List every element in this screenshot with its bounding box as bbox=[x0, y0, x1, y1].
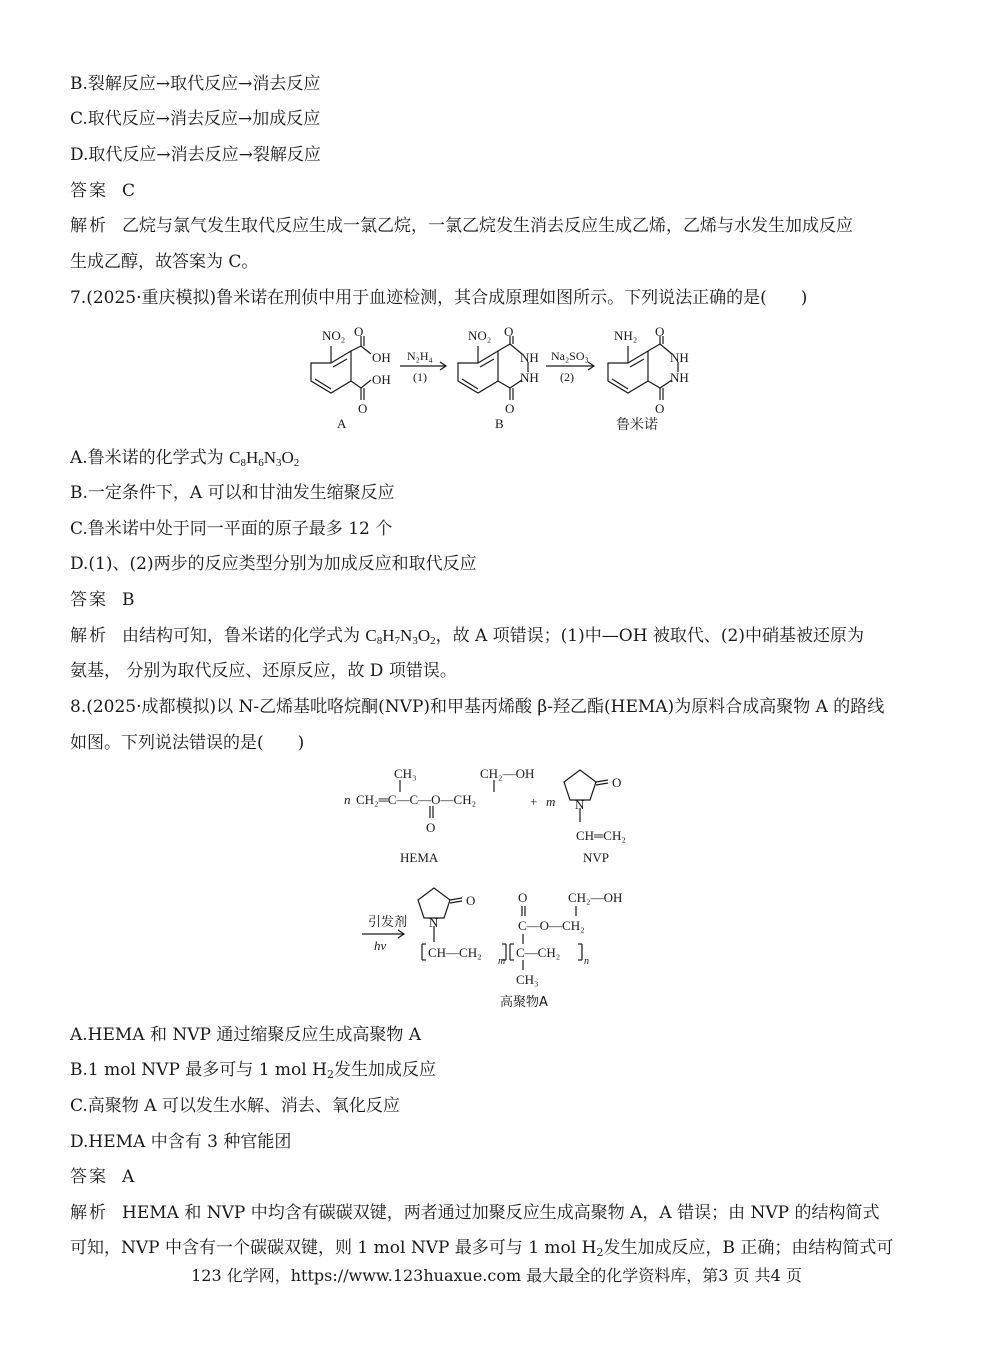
carbonyl-o: O bbox=[354, 324, 364, 339]
carbonyl-o: O bbox=[358, 401, 368, 416]
compound-b-label: B bbox=[495, 416, 504, 431]
carbonyl-o: O bbox=[504, 324, 514, 339]
carbonyl-o: O bbox=[466, 893, 476, 908]
subscript-m: m bbox=[498, 956, 506, 967]
analysis-label: 解析 bbox=[70, 1203, 108, 1223]
hema-label: HEMA bbox=[400, 850, 439, 865]
carbonyl-o: O bbox=[426, 820, 436, 835]
coefficient-m: m bbox=[546, 794, 556, 809]
carbonyl-o: O bbox=[518, 890, 528, 905]
polymer-chain-hema: C—CH₂ bbox=[516, 945, 561, 960]
vinyl-group-label: CH═CH₂ bbox=[576, 828, 626, 843]
luminol-synthesis-figure bbox=[300, 316, 700, 436]
answer-label: 答案 bbox=[70, 181, 108, 201]
nitro-label-b: NO₂ bbox=[468, 328, 492, 343]
q8-option-b: B.1 mol NVP 最多可与 1 mol $H_2$发生加成反应 bbox=[70, 1060, 436, 1081]
q7-option-d: D.(1)、(2)两步的反应类型分别为加成反应和取代反应 bbox=[70, 554, 477, 574]
q7-option-a bbox=[70, 446, 915, 470]
q8-analysis: 解析 HEMA 和 NVP 中均含有碳碳双键，两者通过加聚反应生成高聚物 A，A 错误；由 NVP 的结构简式 bbox=[70, 1203, 880, 1223]
hydroxyl-label: OH bbox=[372, 372, 391, 387]
nvp-label: NVP bbox=[583, 850, 610, 865]
q8-analysis-cont: 可知，NVP 中含有一个碳碳双键，则 1 mol NVP 最多可与 1 mol $H_2$发生加成反应，B 正确；由结构简式可 bbox=[70, 1238, 894, 1259]
luminol-formula: $C_8H_6N_3O_2$ bbox=[229, 448, 300, 469]
q7-stem: 7.(2025·重庆模拟)鲁米诺在刑侦中用于血迹检测，其合成原理如图所示。下列说法正确的是( ) bbox=[70, 288, 808, 308]
q7-analysis: 解析 由结构可知，鲁米诺的化学式为 $C_8H_7N_3O_2$，故 A 项错误；(1)中—OH 被取代、(2)中硝基被还原为 bbox=[70, 626, 865, 647]
q6-option-d: D.取代反应→消去反应→裂解反应 bbox=[70, 145, 321, 165]
plus-sign: + bbox=[530, 794, 538, 809]
q8-option-c: C.高聚物 A 可以发生水解、消去、氧化反应 bbox=[70, 1096, 400, 1116]
q8-stem-cont: 如图。下列说法错误的是( ) bbox=[70, 733, 305, 753]
luminol-label: 鲁米诺 bbox=[616, 417, 658, 433]
q6-analysis-cont: 生成乙醇，故答案为 C。 bbox=[70, 252, 259, 272]
ester-group-label: C—O—CH₂ bbox=[518, 918, 585, 933]
hema-main-chain: CH₂═C—C—O—CH₂ bbox=[356, 792, 477, 807]
carbonyl-o: O bbox=[505, 401, 515, 416]
page-footer: 123 化学网，https://www.123huaxue.com 最大最全的化学资料库，第3 页 共4 页 bbox=[191, 1266, 802, 1285]
q7-analysis-cont: 氨基， 分别为取代反应、还原反应，故 D 项错误。 bbox=[70, 661, 457, 681]
answer-value: C bbox=[122, 181, 136, 201]
nh-label: NH bbox=[670, 370, 689, 385]
compound-a-label: A bbox=[337, 416, 347, 431]
analysis-label: 解析 bbox=[70, 626, 108, 646]
initiator-label: 引发剂 bbox=[368, 915, 408, 930]
luminol-formula-correct: $C_8H_7N_3O_2$ bbox=[365, 626, 436, 647]
q6-option-c: C.取代反应→消去反应→加成反应 bbox=[70, 109, 321, 129]
nitrogen-label: N bbox=[429, 915, 439, 930]
amino-label: NH₂ bbox=[614, 328, 638, 343]
polymer-hydroxyethyl: CH₂—OH bbox=[568, 890, 623, 905]
light-label: hν bbox=[374, 938, 387, 953]
q6-answer bbox=[70, 179, 915, 203]
nitro-label-a: NO₂ bbox=[322, 328, 346, 343]
carbonyl-o: O bbox=[655, 324, 665, 339]
nh-label: NH bbox=[670, 350, 689, 365]
analysis-text: 乙烷与氯气发生取代反应生成一氯乙烷，一氯乙烷发生消去反应生成乙烯，乙烯与水发生加成反应 bbox=[122, 216, 853, 236]
q7-option-c: C.鲁米诺中处于同一平面的原子最多 12 个 bbox=[70, 519, 393, 539]
coefficient-n: n bbox=[344, 792, 351, 807]
nitrogen-label: N bbox=[575, 797, 585, 812]
q7-option-b: B.一定条件下，A 可以和甘油发生缩聚反应 bbox=[70, 483, 395, 503]
methyl-label: CH₃ bbox=[394, 766, 417, 781]
polymer-chain-nvp: CH—CH₂ bbox=[428, 945, 482, 960]
carbonyl-o: O bbox=[655, 401, 665, 416]
polymer-a-label: 高聚物A bbox=[500, 995, 548, 1010]
subscript-n: n bbox=[584, 956, 589, 967]
q8-answer bbox=[70, 1165, 915, 1189]
polymer-methyl: CH₃ bbox=[516, 972, 539, 987]
q8-stem: 8.(2025·成都模拟)以 N-乙烯基吡咯烷酮(NVP)和甲基丙烯酸 β-羟乙酯(HEMA)为原料合成高聚物 A 的路线 bbox=[70, 697, 885, 717]
analysis-label: 解析 bbox=[70, 216, 108, 236]
q8-option-d: D.HEMA 中含有 3 种官能团 bbox=[70, 1132, 292, 1152]
reagent-n2h4: N₂H₄ bbox=[407, 349, 433, 363]
hydroxyl-label: OH bbox=[372, 350, 391, 365]
pyrrolidone-ring-top bbox=[564, 770, 596, 800]
answer-label: 答案 bbox=[70, 1167, 108, 1187]
step-1-label: (1) bbox=[413, 370, 427, 384]
answer-value: A bbox=[122, 1167, 135, 1187]
answer-label: 答案 bbox=[70, 590, 108, 610]
reagent-na2so3: Na₂SO₃ bbox=[551, 349, 589, 363]
option-text: A.鲁米诺的化学式为 bbox=[70, 448, 230, 468]
nh-label: NH bbox=[520, 370, 539, 385]
q6-analysis bbox=[70, 214, 915, 238]
polymer-synthesis-figure bbox=[340, 760, 660, 1012]
hydroxyethyl-label: CH₂—OH bbox=[480, 766, 535, 781]
nh-label: NH bbox=[520, 350, 539, 365]
answer-value: B bbox=[122, 590, 135, 610]
q8-option-a: A.HEMA 和 NVP 通过缩聚反应生成高聚物 A bbox=[70, 1025, 422, 1045]
carbonyl-o: O bbox=[612, 775, 622, 790]
q7-answer bbox=[70, 588, 915, 612]
q6-option-b: B.裂解反应→取代反应→消去反应 bbox=[70, 74, 321, 94]
step-2-label: (2) bbox=[560, 370, 574, 384]
